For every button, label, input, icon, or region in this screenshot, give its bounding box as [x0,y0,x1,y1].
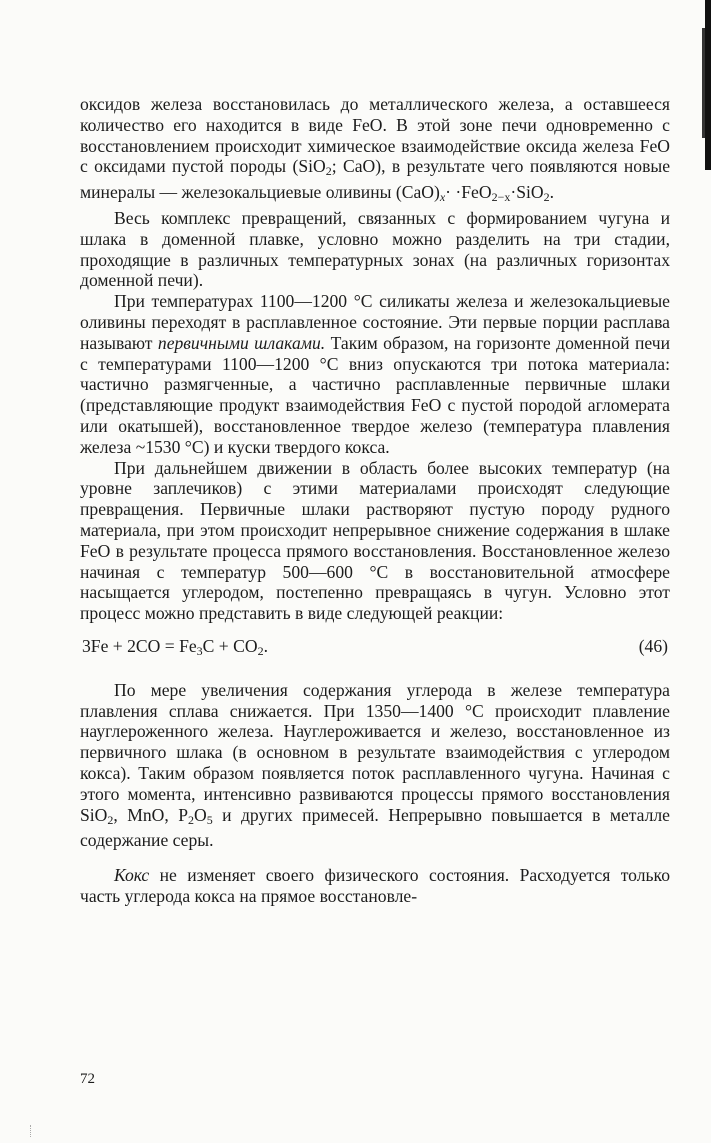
paragraph-4: При дальнейшем движении в область более высоких температур (на уровне заплечиков) с этими материалами происходят следующие превращения. Первичные шлаки растворяют пустую породу рудного материала, при этом происходит непрерывное снижение содержания в шлаке FeO в результате процесса прямого восстановления. Восстановленное железо начиная с температур 500—600 °C в восстановительной атмосфере насыщается углеродом, постепенно превращаясь в чугун. Условно этот процесс можно представить в виде следующей реакции: [80,457,670,624]
page-edge-mark [705,0,711,170]
equation-46 [80,636,670,662]
paragraph-5: По мере увеличения содержания углерода в железе температура плавления сплава снижается. При 1350—1400 °C происходит плавление науглероженного железа. Науглероживается и железо, восстановленное из первичного шлака (в основном в результате взаимодействия с углеродом кокса). Таким образом появляется поток расплавленного чугуна. Начиная с этого момента, интенсивно развиваются процессы прямого восстановления SiO$_2$, MnO, $P_2O_5$ и других примесей. Непрерывно повышается в металле содержание серы. [80,679,670,851]
page-edge-shadow [702,28,705,138]
gutter-mark [30,1125,35,1137]
paragraph-1: оксидов железа восстановилась до металлического железа, а оставшееся количество его находится в виде FeO. В этой зоне печи одновременно с восстановлением происходит химическое взаимодействие оксида железа FeO с оксидами пустой породы (SiO$_2$; CaO), в результате чего появляются новые минералы — железокальциевые оливины $(CaO)_x\cdot \cdot FeO_{2-x}\cdot SiO_2$. [80,94,671,205]
equation-formula: $3Fe + 2CO = Fe_3C + CO_2$. [82,635,268,658]
page-body [80,94,670,907]
equation-number: (46) [638,635,668,656]
term-primary-slags: первичными шлаками. [157,332,326,353]
page-number: 72 [80,1071,95,1087]
paragraph-2: Весь комплекс превращений, связанных с формированием чугуна и шлака в доменной плавке, условно можно разделить на три стадии, проходящие в различных температурных зонах (на различных горизонтах доменной печи). [80,207,670,291]
term-coke: Кокс [114,865,150,886]
paragraph-3: При температурах 1100—1200 °C силикаты железа и железокальциевые оливины переходят в расплавленное состояние. Эти первые порции расплава называют первичными шлаками. Таким образом, на горизонте доменной печи с температурами 1100—1200 °C вниз опускаются три потока материала: частично размягченные, а частично расплавленные первичные шлаки (представляющие продукт взаимодействия FeO с пустой породой агломерата или окатышей), восстановленное твердое железо (температура плавления железа ~1530 °C) и куски твердого кокса. [80,291,670,457]
paragraph-6: Кокс не изменяет своего физического состояния. Расходуется только часть углерода кокса на прямое восстановле- [80,865,670,906]
